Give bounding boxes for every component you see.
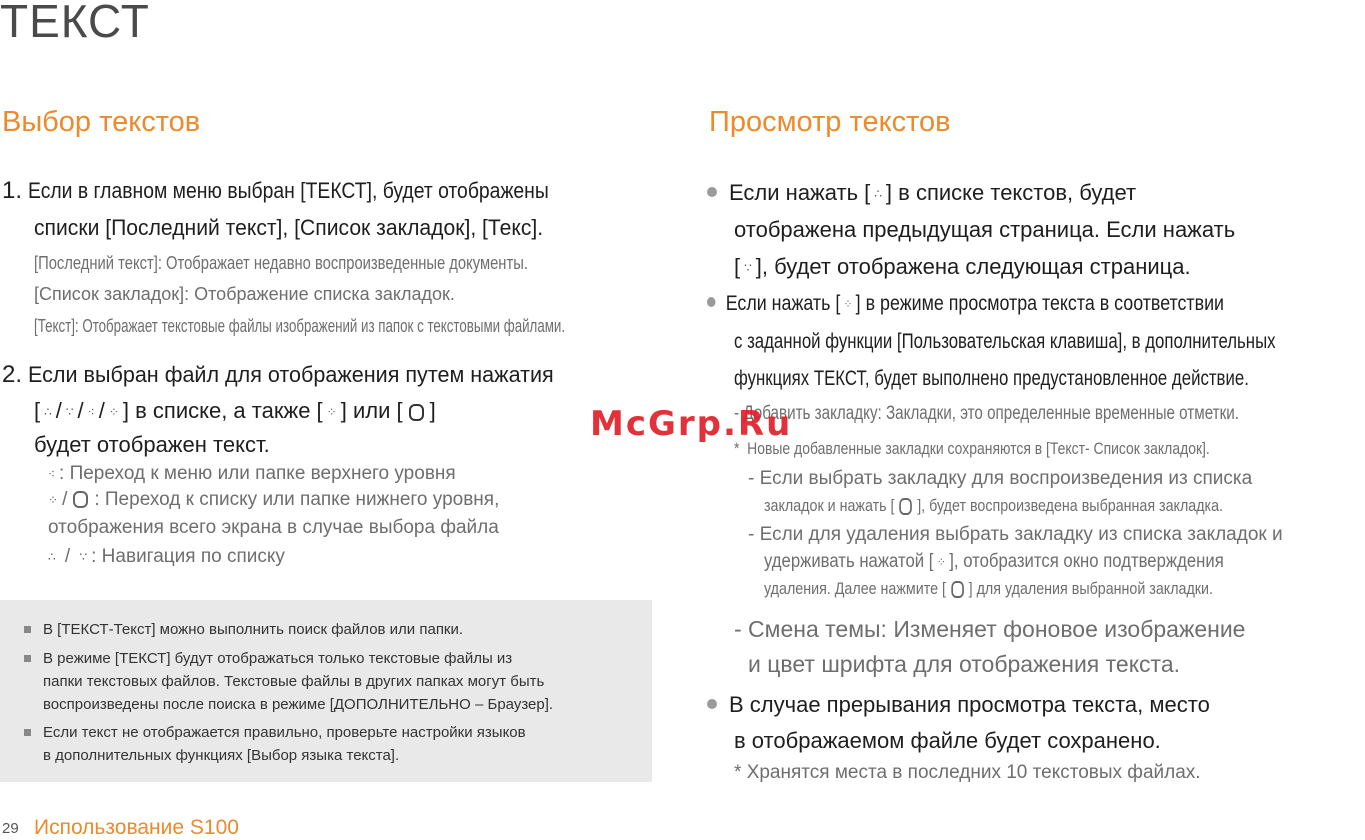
bullet-icon xyxy=(707,699,717,709)
down-arrow-icon: ∵ xyxy=(744,261,752,276)
bullet-3-line2: в отображаемом файле будет сохранено. xyxy=(734,728,1161,753)
down-arrow-icon: ∵ xyxy=(79,549,88,564)
left-arrow-icon: ⁖ xyxy=(87,405,95,420)
theme-line2: и цвет шрифта для отображения текста. xyxy=(748,651,1181,677)
bookmark-play-line2: закладок и нажать [ ], будет воспроизведена выбранная закладка. xyxy=(764,496,1224,515)
item-1-sub1: [Последний текст]: Отображает недавно воспроизведенные документы. xyxy=(34,253,528,273)
note-3: Если текст не отображается правильно, проверьте настройки языков xyxy=(24,722,526,744)
item-2-number: 2. xyxy=(2,361,23,388)
left-arrow-icon: ⁖ xyxy=(48,466,56,481)
item-2-line3: будет отображен текст. xyxy=(34,432,270,457)
item-1-line2: списки [Последний текст], [Список закладок], [Текс]. xyxy=(34,215,544,240)
note-3-line2: в дополнительных функциях [Выбор языка текста]. xyxy=(43,747,400,764)
note-2-line2: папки текстовых файлов. Текстовые файлы в других папках могут быть xyxy=(43,673,545,690)
bullet-icon xyxy=(707,187,717,197)
square-bullet-icon xyxy=(24,655,31,662)
square-bullet-icon xyxy=(24,729,31,736)
bullet-icon xyxy=(707,297,716,307)
item-2-sub3: отображения всего экрана в случае выбора файла xyxy=(48,517,499,538)
bullet-1-line1: Если нажать [ ∴ ] в списке текстов, будет xyxy=(707,178,1136,209)
bullet-3-line1: В случае прерывания просмотра текста, место xyxy=(707,690,1210,720)
item-2 xyxy=(2,360,565,390)
note-2-line3: воспроизведены после поиска в режиме [ДОПОЛНИТЕЛЬНО – Браузер]. xyxy=(43,696,554,713)
right-arrow-icon: ⁘ xyxy=(843,297,853,312)
item-2-sub4: ∴ / ∵ : Навигация по списку xyxy=(48,546,285,567)
bookmark-delete-line3: удаления. Далее нажмите [ ] для удаления выбранной закладки. xyxy=(764,579,1214,598)
item-1 xyxy=(2,176,620,206)
bookmark-delete-line1: - Если для удаления выбрать закладку из списка закладок и xyxy=(748,524,1283,545)
right-arrow-icon: ⁘ xyxy=(326,405,337,420)
footer-label: Использование S100 xyxy=(34,816,239,839)
square-bullet-icon xyxy=(24,626,31,633)
bullet-1-line2: отображена предыдущая страница. Если нажать xyxy=(734,217,1236,242)
right-arrow-icon: ⁘ xyxy=(48,492,59,507)
note-1: В [ТЕКСТ-Текст] можно выполнить поиск файлов или папки. xyxy=(24,619,463,641)
up-arrow-icon: ∴ xyxy=(48,549,56,564)
watermark: McGrp.Ru xyxy=(590,404,793,444)
bullet-1-line3: [ ∵ ], будет отображена следующая страница. xyxy=(734,252,1191,283)
item-2-line1: Если выбран файл для отображения путем нажатия xyxy=(28,362,554,387)
bookmark-delete-line2: удерживать нажатой [ ⁘ ], отобразится окно подтверждения xyxy=(764,551,1224,572)
select-button-icon xyxy=(900,498,913,515)
right-arrow-icon: ⁘ xyxy=(108,405,119,420)
item-1-sub3: [Текст]: Отображает текстовые файлы изображений из папок с текстовыми файлами. xyxy=(34,316,566,336)
theme-line1: - Смена темы: Изменяет фоновое изображение xyxy=(734,616,1246,642)
bookmark-new-line: * Новые добавленные закладки сохраняются в [Текст- Список закладок]. xyxy=(734,439,1210,458)
bullet-3-note: * Хранятся места в последних 10 текстовых файлах. xyxy=(734,762,1201,783)
select-button-icon xyxy=(951,581,964,598)
select-button-icon xyxy=(73,491,88,508)
section-heading-select: Выбор текстов xyxy=(2,106,201,138)
bullet-2-line1: Если нажать [ ⁘ ] в режиме просмотра текста в соответствии xyxy=(707,289,1315,319)
up-arrow-icon: ∴ xyxy=(874,187,882,202)
item-2-sub2: ⁘ / : Переход к списку или папке нижнего уровня, xyxy=(48,489,500,510)
bookmark-add-line: - Добавить закладку: Закладки, это определенные временные отметки. xyxy=(734,403,1239,424)
page-title: ТЕКСТ xyxy=(0,0,150,47)
note-2: В режиме [ТЕКСТ] будут отображаться только текстовые файлы из xyxy=(24,648,512,670)
select-button-icon xyxy=(409,404,424,421)
down-arrow-icon: ∵ xyxy=(65,405,74,420)
right-arrow-icon: ⁘ xyxy=(936,554,946,569)
item-1-number: 1. xyxy=(2,177,23,204)
item-1-sub2: [Список закладок]: Отображение списка закладок. xyxy=(34,284,455,304)
bookmark-play-line1: - Если выбрать закладку для воспроизведения из списка xyxy=(748,468,1253,489)
section-heading-view: Просмотр текстов xyxy=(709,106,951,138)
item-2-line2: [ ∴ / ∵ / ⁖ / ⁘ ] в списке, а также [ ⁘ ] или [ ] xyxy=(34,396,436,427)
bullet-2-line3: функциях ТЕКСТ, будет выполнено предустановленное действие. xyxy=(734,367,1249,390)
up-arrow-icon: ∴ xyxy=(44,405,52,420)
note-box xyxy=(0,600,652,782)
bullet-2-line2: с заданной функции [Пользовательская клавиша], в дополнительных xyxy=(734,330,1276,353)
item-2-sub1: ⁖ : Переход к меню или папке верхнего уровня xyxy=(48,463,456,484)
page-number: 29 xyxy=(2,820,19,837)
item-1-line1: Если в главном меню выбран [ТЕКСТ], будет отображены xyxy=(28,178,549,203)
